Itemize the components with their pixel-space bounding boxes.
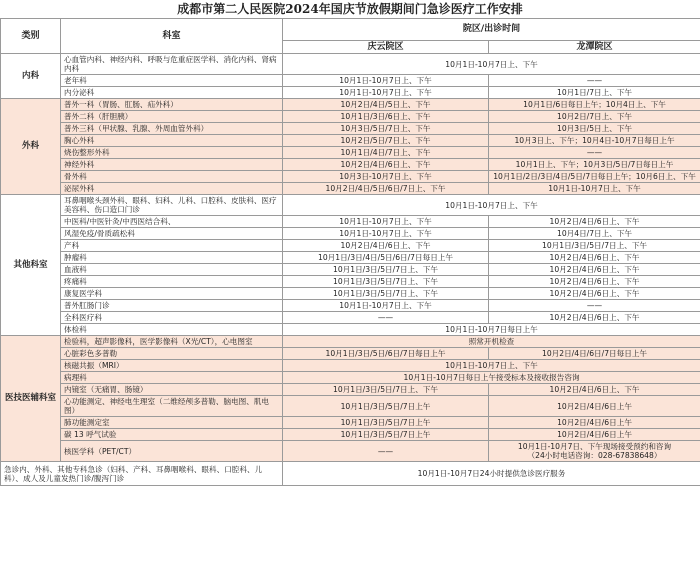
dept-cell: 急诊内、外科、其他专科急诊（妇科、产科、耳鼻咽喉科、眼科、口腔科、儿科）、成人及儿童发热门诊/腹泻门诊	[1, 462, 283, 486]
table-row	[1, 183, 700, 195]
dept-cell: 疼痛科	[61, 276, 283, 288]
table-row	[1, 384, 700, 396]
qingyun-time-cell: ——	[283, 312, 489, 324]
dept-cell: 耳鼻咽喉头颈外科、眼科、妇科、儿科、口腔科、皮肤科、医疗美容科、伤口造口门诊	[61, 195, 283, 216]
qingyun-time-cell: 10月2日/4日/6日上、下午	[283, 159, 489, 171]
dept-cell: 神经外科	[61, 159, 283, 171]
dept-cell: 老年科	[61, 75, 283, 87]
qingyun-time-cell: 10月2日/4日/5日上、下午	[283, 99, 489, 111]
header-longtan: 龙潭院区	[489, 41, 700, 54]
qingyun-time-cell: 10月1日-10月7日上、下午	[283, 300, 489, 312]
dept-cell: 血液科	[61, 264, 283, 276]
longtan-time-cell: 10月2日/4日/6日上午	[489, 429, 700, 441]
table-row	[1, 54, 700, 75]
qingyun-time-cell: 10月1日/3日/5日/7日上午	[283, 429, 489, 441]
table-row	[1, 195, 700, 216]
longtan-time-cell: 10月2日/4日/6日上、下午	[489, 312, 700, 324]
longtan-time-cell: 10月2日/4日/6日上午	[489, 396, 700, 417]
longtan-time-cell: 10月2日/4日/6日/7日每日上午	[489, 348, 700, 360]
longtan-time-cell: 10月2日/7日上、下午	[489, 111, 700, 123]
header-qingyun: 庆云院区	[283, 41, 489, 54]
qingyun-time-cell: 10月1日/3日/5日/7日上午	[283, 396, 489, 417]
longtan-time-cell: 10月1日上、下午；10月3日/5日/7日每日上午	[489, 159, 700, 171]
dept-cell: 核磁共振（MRI）	[61, 360, 283, 372]
qingyun-time-cell: 10月2日/5日/7日上、下午	[283, 135, 489, 147]
longtan-time-cell: 10月2日/4日/6日上、下午	[489, 264, 700, 276]
dept-cell: 普外三科（甲状腺、乳腺、外周血管外科）	[61, 123, 283, 135]
qingyun-time-cell: 10月1日/3日/5日/6日/7日每日上午	[283, 348, 489, 360]
table-row	[1, 123, 700, 135]
table-row	[1, 312, 700, 324]
longtan-time-cell: 10月1日/3日/5日/7日上、下午	[489, 240, 700, 252]
qingyun-time-cell: 10月1日-10月7日上、下午	[283, 228, 489, 240]
table-row	[1, 147, 700, 159]
table-row	[1, 441, 700, 462]
longtan-time-cell: 10月1日-10月7日上、下午	[489, 183, 700, 195]
page-title: 成都市第二人民医院2024年国庆节放假期间门急诊医疗工作安排	[177, 2, 523, 16]
table-row	[1, 429, 700, 441]
longtan-time-cell: 10月2日/4日/6日上午	[489, 417, 700, 429]
table-row	[1, 462, 700, 486]
qingyun-time-cell: 10月1日/3日/5日/7日上、下午	[283, 384, 489, 396]
table-row	[1, 87, 700, 99]
qingyun-time-cell: 10月1日/3日/5日/7日上、下午	[283, 288, 489, 300]
qingyun-time-cell: 10月1日/3日/5日/7日上、下午	[283, 276, 489, 288]
table-row	[1, 264, 700, 276]
qingyun-time-cell: 10月1日-10月7日上、下午	[283, 87, 489, 99]
longtan-time-cell: 10月1日/6日每日上午；10月4日上、下午	[489, 99, 700, 111]
dept-cell: 心功能测定、神经电生理室（二维经颅多普勒、脑电图、肌电图）	[61, 396, 283, 417]
dept-cell: 中医科/中医针灸/中西医结合科、	[61, 216, 283, 228]
table-row	[1, 159, 700, 171]
table-row	[1, 171, 700, 183]
table-row	[1, 396, 700, 417]
longtan-time-line: 10月1日-10月7日、下午现场接受预约和咨询	[517, 442, 672, 451]
qingyun-time-cell: 10月3日-10月7日上、下午	[283, 171, 489, 183]
table-row	[1, 216, 700, 228]
qingyun-time-cell: 10月1日-10月7日上、下午	[283, 75, 489, 87]
dept-cell: 病理科	[61, 372, 283, 384]
merged-time-cell: 照常开机检查	[283, 336, 700, 348]
dept-cell: 心脏彩色多普勒	[61, 348, 283, 360]
dept-cell: 全科医疗科	[61, 312, 283, 324]
longtan-time-cell	[489, 441, 700, 462]
table-row	[1, 417, 700, 429]
table-row	[1, 300, 700, 312]
merged-time-cell: 10月1日-10月7日上、下午	[283, 195, 700, 216]
qingyun-time-cell: 10月1日/3日/6日上、下午	[283, 111, 489, 123]
dept-cell: 普外二科（肝胆胰）	[61, 111, 283, 123]
qingyun-time-cell: 10月1日-10月7日上、下午	[283, 216, 489, 228]
qingyun-time-cell: 10月2日/4日/6日上、下午	[283, 240, 489, 252]
qingyun-time-cell: 10月1日/3日/5日/7日上午	[283, 417, 489, 429]
qingyun-time-cell: 10月3日/5日/7日上、下午	[283, 123, 489, 135]
longtan-time-cell: 10月3日上、下午；10月4日-10月7日每日上午	[489, 135, 700, 147]
dept-cell: 骨外科	[61, 171, 283, 183]
header-department: 科室	[61, 19, 283, 54]
dept-cell: 泌尿外科	[61, 183, 283, 195]
table-row	[1, 228, 700, 240]
dept-cell: 烧伤整形外科	[61, 147, 283, 159]
table-row	[1, 288, 700, 300]
category-other: 其他科室	[1, 195, 61, 336]
qingyun-time-cell: 10月1日/3日/4日/5日/6日/7日每日上午	[283, 252, 489, 264]
table-row	[1, 348, 700, 360]
longtan-time-cell: 10月2日/4日/6日上、下午	[489, 216, 700, 228]
qingyun-time-cell: ——	[283, 441, 489, 462]
table-row	[1, 135, 700, 147]
dept-cell: 产科	[61, 240, 283, 252]
category-waike: 外科	[1, 99, 61, 195]
dept-cell: 风湿免疫/骨质疏松科	[61, 228, 283, 240]
table-row	[1, 276, 700, 288]
dept-cell: 检验科，超声影像科，医学影像科（X光/CT），心电图室	[61, 336, 283, 348]
longtan-phone-line: （24小时电话咨询：028-67838648）	[527, 451, 662, 460]
merged-time-cell: 10月1日-10月7日每日上午接受标本及接收报告咨询	[283, 372, 700, 384]
dept-cell: 康复医学科	[61, 288, 283, 300]
dept-cell: 普外肛肠门诊	[61, 300, 283, 312]
longtan-time-cell: 10月2日/4日/6日上、下午	[489, 288, 700, 300]
merged-time-cell: 10月1日-10月7日上、下午	[283, 360, 700, 372]
category-yiji: 医技医辅科室	[1, 336, 61, 462]
table-row	[1, 372, 700, 384]
header-hospital-time: 院区/出诊时间	[283, 19, 700, 41]
schedule-table	[0, 18, 700, 486]
table-row	[1, 240, 700, 252]
qingyun-time-cell: 10月2日/4日/5日/6日/7日上、下午	[283, 183, 489, 195]
table-row	[1, 111, 700, 123]
merged-time-cell: 10月1日-10月7日上、下午	[283, 54, 700, 75]
dept-cell: 内镜室（无痛胃、肠镜）	[61, 384, 283, 396]
dept-cell: 内分泌科	[61, 87, 283, 99]
dept-cell: 碳 13 呼气试验	[61, 429, 283, 441]
category-neike: 内科	[1, 54, 61, 99]
longtan-time-cell: ——	[489, 147, 700, 159]
longtan-time-cell: 10月2日/4日/6日上、下午	[489, 276, 700, 288]
dept-cell: 肺功能测定室	[61, 417, 283, 429]
longtan-time-cell: 10月1日/2日/3日/4日/5日/7日每日上午；10月6日上、下午	[489, 171, 700, 183]
table-row	[1, 324, 700, 336]
header-category: 类别	[1, 19, 61, 54]
longtan-time-cell: ——	[489, 300, 700, 312]
table-row	[1, 252, 700, 264]
merged-time-cell: 10月1日-10月7日24小时提供急诊医疗服务	[283, 462, 700, 486]
dept-cell: 体检科	[61, 324, 283, 336]
longtan-time-cell: 10月4日/7日上、下午	[489, 228, 700, 240]
qingyun-time-cell: 10月1日/4日/7日上、下午	[283, 147, 489, 159]
longtan-time-cell: 10月2日/4日/6日上、下午	[489, 252, 700, 264]
table-row	[1, 99, 700, 111]
longtan-time-cell: 10月2日/4日/6日上、下午	[489, 384, 700, 396]
dept-cell: 普外一科（胃肠、肛肠、疝外科）	[61, 99, 283, 111]
dept-cell: 心血管内科、神经内科、呼吸与危重症医学科、消化内科、肾病内科	[61, 54, 283, 75]
longtan-time-cell: ——	[489, 75, 700, 87]
longtan-time-cell: 10月3日/5日上、下午	[489, 123, 700, 135]
table-row	[1, 336, 700, 348]
table-row	[1, 75, 700, 87]
merged-time-cell: 10月1日-10月7日每日上午	[283, 324, 700, 336]
table-row	[1, 360, 700, 372]
dept-cell: 胸心外科	[61, 135, 283, 147]
dept-cell: 核医学科（PET/CT）	[61, 441, 283, 462]
longtan-time-cell: 10月1日/7日上、下午	[489, 87, 700, 99]
qingyun-time-cell: 10月1日/3日/5日/7日上、下午	[283, 264, 489, 276]
dept-cell: 肿瘤科	[61, 252, 283, 264]
